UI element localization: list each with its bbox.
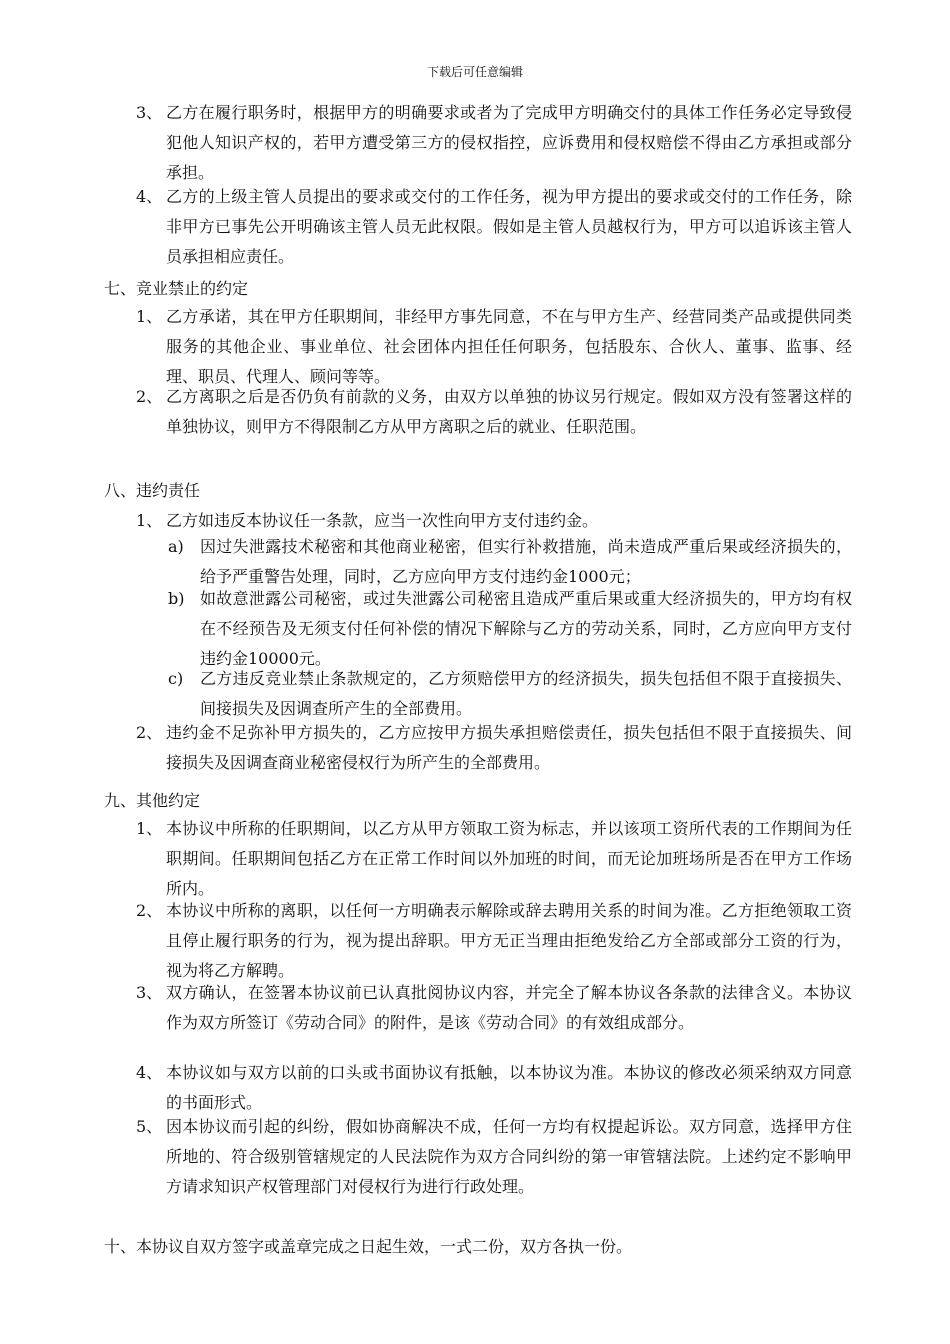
clause-text: 本协议中所称的离职，以任何一方明确表示解除或辞去聘用关系的时间为准。乙方拒绝领取工资且停止履行职务的行为，视为提出辞职。甲方无正当理由拒绝发给乙方全部或部分工资的行为，视为将乙方解聘。	[166, 901, 852, 980]
clause-number: 3、	[136, 103, 163, 122]
clause-number: 1、	[136, 511, 163, 530]
clause-text: 双方确认，在签署本协议前已认真批阅协议内容，并完全了解本协议各条款的法律含义。本协议作为双方所签订《劳动合同》的附件，是该《劳动合同》的有效组成部分。	[166, 983, 852, 1032]
clause-number: 4、	[136, 1063, 163, 1082]
clause-number: 1、	[136, 307, 163, 326]
subclause-letter: c)	[168, 669, 184, 688]
clause-number: 2、	[136, 723, 163, 742]
subclause-text: 如故意泄露公司秘密，或过失泄露公司秘密且造成严重后果或重大经济损失的，甲方均有权在不经预告及无须支付任何补偿的情况下解除与乙方的劳动关系，同时，乙方应向甲方支付违约金10000元。	[200, 589, 852, 668]
clause-text: 乙方如违反本协议任一条款，应当一次性向甲方支付违约金。	[166, 511, 599, 530]
subclause-text: 因过失泄露技术秘密和其他商业秘密，但实行补救措施，尚未造成严重后果或经济损失的，给予严重警告处理，同时，乙方应向甲方支付违约金1000元；	[200, 537, 852, 586]
subclause-letter: b)	[168, 589, 185, 608]
subclause-text: 乙方违反竞业禁止条款规定的，乙方须赔偿甲方的经济损失，损失包括但不限于直接损失、间接损失及因调查所产生的全部费用。	[200, 669, 852, 718]
subclause-letter: a)	[168, 537, 184, 556]
clause-text: 本协议中所称的任职期间，以乙方从甲方领取工资为标志，并以该项工资所代表的工作期间为任职期间。任职期间包括乙方在正常工作时间以外加班的时间，而无论加班场所是否在甲方工作场所内。	[166, 819, 852, 898]
clause-number: 5、	[136, 1117, 163, 1136]
clause-number: 3、	[136, 983, 163, 1002]
clause-number: 4、	[136, 187, 163, 206]
clause-number: 2、	[136, 387, 163, 406]
clause-number: 2、	[136, 901, 163, 920]
clause-text: 乙方的上级主管人员提出的要求或交付的工作任务，视为甲方提出的要求或交付的工作任务，除非甲方已事先公开明确该主管人员无此权限。假如是主管人员越权行为，甲方可以追诉该主管人员承担相应责任。	[166, 187, 852, 266]
clause-text: 乙方在履行职务时，根据甲方的明确要求或者为了完成甲方明确交付的具体工作任务必定导致侵犯他人知识产权的，若甲方遭受第三方的侵权指控，应诉费用和侵权赔偿不得由乙方承担或部分承担。	[166, 103, 852, 182]
page-header: 下载后可任意编辑	[426, 65, 523, 79]
section-8-heading: 八、违约责任	[104, 481, 201, 500]
clause-text: 乙方承诺，其在甲方任职期间，非经甲方事先同意，不在与甲方生产、经营同类产品或提供同类服务的其他企业、事业单位、社会团体内担任任何职务，包括股东、合伙人、董事、监事、经理、职员、代理人、顾问等等。	[166, 307, 852, 386]
clause-text: 本协议如与双方以前的口头或书面协议有抵触，以本协议为准。本协议的修改必须采纳双方同意的书面形式。	[166, 1063, 852, 1112]
clause-text: 乙方离职之后是否仍负有前款的义务，由双方以单独的协议另行规定。假如双方没有签署这样的单独协议，则甲方不得限制乙方从甲方离职之后的就业、任职范围。	[166, 387, 852, 436]
section-7-heading: 七、竞业禁止的约定	[104, 279, 249, 298]
clause-number: 1、	[136, 819, 163, 838]
section-10-heading: 十、本协议自双方签字或盖章完成之日起生效，一式二份，双方各执一份。	[104, 1237, 633, 1256]
clause-text: 违约金不足弥补甲方损失的，乙方应按甲方损失承担赔偿责任，损失包括但不限于直接损失、间接损失及因调查商业秘密侵权行为所产生的全部费用。	[166, 723, 852, 772]
clause-text: 因本协议而引起的纠纷，假如协商解决不成，任何一方均有权提起诉讼。双方同意，选择甲方住所地的、符合级别管辖规定的人民法院作为双方合同纠纷的第一审管辖法院。上述约定不影响甲方请求知识产权管理部门对侵权行为进行行政处理。	[166, 1117, 852, 1196]
section-9-heading: 九、其他约定	[104, 791, 201, 810]
